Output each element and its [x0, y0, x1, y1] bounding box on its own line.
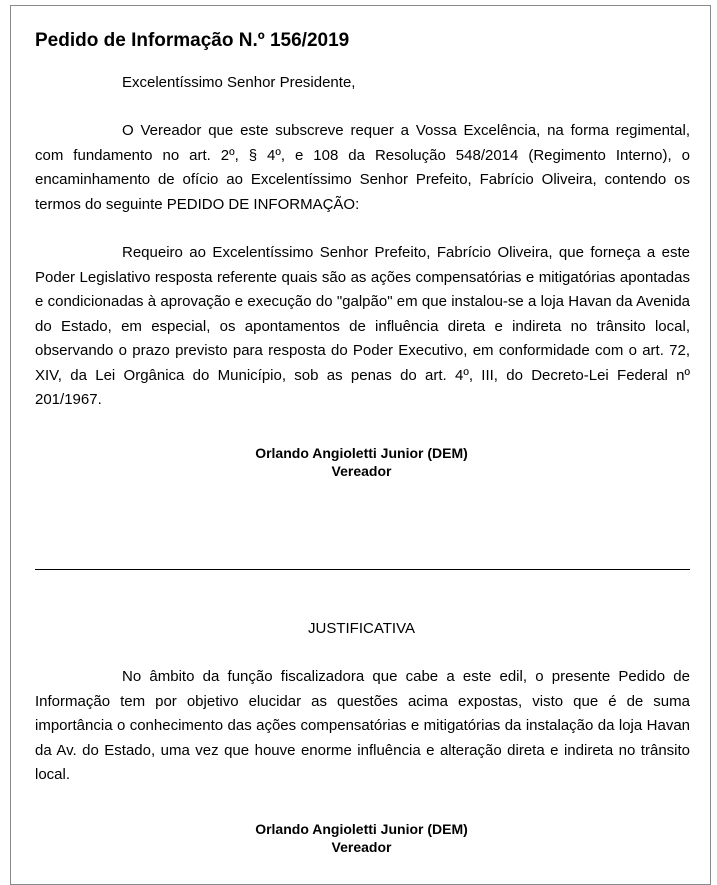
signature-role: Vereador: [331, 463, 392, 479]
request-paragraph: O Vereador que este subscreve requer a Vossa Excelência, na forma regimental, com fundamento no art. 2º, § 4º, e 108 da Resolução 548/2014 (Regimento Interno), o encaminhamento de ofício ao Excelentíssimo Senhor Prefeito, Fabrício Oliveira, contendo os termos do seguinte PEDIDO DE INFORMAÇÃO:: [35, 122, 690, 213]
justification-heading: JUSTIFICATIVA: [308, 620, 415, 637]
salutation: Excelentíssimo Senhor Presidente,: [122, 74, 356, 91]
document-page: [10, 5, 711, 885]
document-title: Pedido de Informação N.º 156/2019: [35, 30, 350, 51]
signature-name: Orlando Angioletti Junior (DEM): [255, 821, 468, 837]
signature-name: Orlando Angioletti Junior (DEM): [255, 445, 468, 461]
signature-role: Vereador: [331, 839, 392, 855]
signature-block-justification: [11, 820, 712, 856]
section-divider: [35, 569, 690, 570]
justification-paragraph: No âmbito da função fiscalizadora que cabe a este edil, o presente Pedido de Informação tem por objetivo elucidar as questões acima expostas, visto que é de suma importância o conhecimento das ações compensatórias e mitigatórias da instalação da loja Havan da Av. do Estado, uma vez que houve enorme influência e alteração direta e indireta no trânsito local.: [35, 668, 690, 783]
requirement-paragraph: Requeiro ao Excelentíssimo Senhor Prefeito, Fabrício Oliveira, que forneça a este Poder Legislativo resposta referente quais são as ações compensatórias e mitigatórias apontadas e condicionadas à aprovação e execução do "galpão" em que instalou-se a loja Havan da Avenida do Estado, em especial, os apontamentos de influência direta e indireta no trânsito local, observando o prazo previsto para resposta do Poder Executivo, em conformidade com o art. 72, XIV, da Lei Orgânica do Município, sob as penas do art. 4º, III, do Decreto-Lei Federal nº 201/1967.: [35, 244, 690, 408]
signature-block: [11, 444, 712, 480]
